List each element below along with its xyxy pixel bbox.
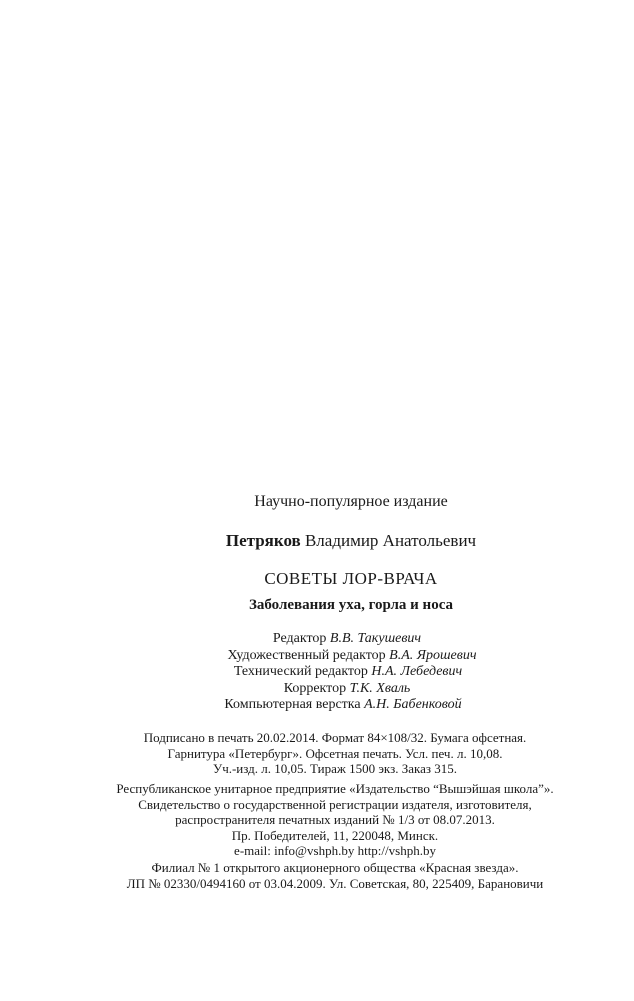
credit-name: В.А. Ярошевич — [389, 647, 477, 663]
printer-info-line: ЛП № 02330/0494160 от 03.04.2009. Ул. Советская, 80, 225409, Барановичи — [126, 875, 544, 891]
credit-role: Технический редактор — [233, 664, 368, 679]
credit-role: Компьютерная верстка — [224, 697, 361, 712]
credit-row — [0, 648, 634, 665]
credit-name: Н.А. Лебедевич — [371, 664, 463, 679]
book-subtitle: Заболевания уха, горла и носа — [248, 597, 454, 613]
credit-role: Корректор — [283, 680, 347, 696]
credit-row — [0, 664, 634, 681]
publisher-contact-line: e-mail: info@vshph.by http://vshph.by — [234, 843, 436, 858]
author-line — [34, 531, 634, 551]
print-info-line: Гарнитура «Петербург». Офсетная печать. Усл. печ. л. 10,08. — [167, 745, 503, 761]
credit-row — [0, 681, 634, 698]
print-info-line: Уч.-изд. л. 10,05. Тираж 1500 экз. Заказ 315. — [212, 761, 458, 776]
publisher-info-block — [0, 781, 634, 859]
credit-name: В.В. Такушевич — [329, 631, 422, 646]
publisher-info-line: Свидетельство о государственной регистрации издателя, изготовителя, — [138, 796, 532, 812]
credit-row — [0, 631, 634, 648]
publisher-info-line: Республиканское унитарное предприятие «Издательство “Вышэйшая школа”». — [116, 781, 554, 796]
author-given-names: Владимир Анатольевич — [304, 531, 477, 550]
credit-role: Редактор — [272, 631, 327, 646]
publisher-info-line: распространителя печатных изданий № 1/3 от 08.07.2013. — [175, 812, 495, 827]
print-info-line: Подписано в печать 20.02.2014. Формат 84×108/32. Бумага офсетная. — [143, 730, 527, 745]
author-surname: Петряков — [225, 531, 301, 550]
credit-row — [0, 697, 634, 714]
publisher-info-line: Пр. Победителей, 11, 220048, Минск. — [231, 827, 439, 843]
book-title: СОВЕТЫ ЛОР-ВРАЧА — [264, 569, 438, 588]
printer-info-line: Филиал № 1 открытого акционерного общества «Красная звезда». — [151, 860, 519, 875]
credit-role: Художественный редактор — [227, 647, 386, 663]
print-info-block — [0, 730, 634, 777]
printer-info-block — [0, 860, 634, 891]
credit-name: А.Н. Бабенковой — [364, 697, 462, 712]
credit-name: Т.К. Хваль — [349, 680, 411, 696]
edition-type: Научно-популярное издание — [254, 493, 448, 510]
credits-block — [0, 631, 634, 714]
